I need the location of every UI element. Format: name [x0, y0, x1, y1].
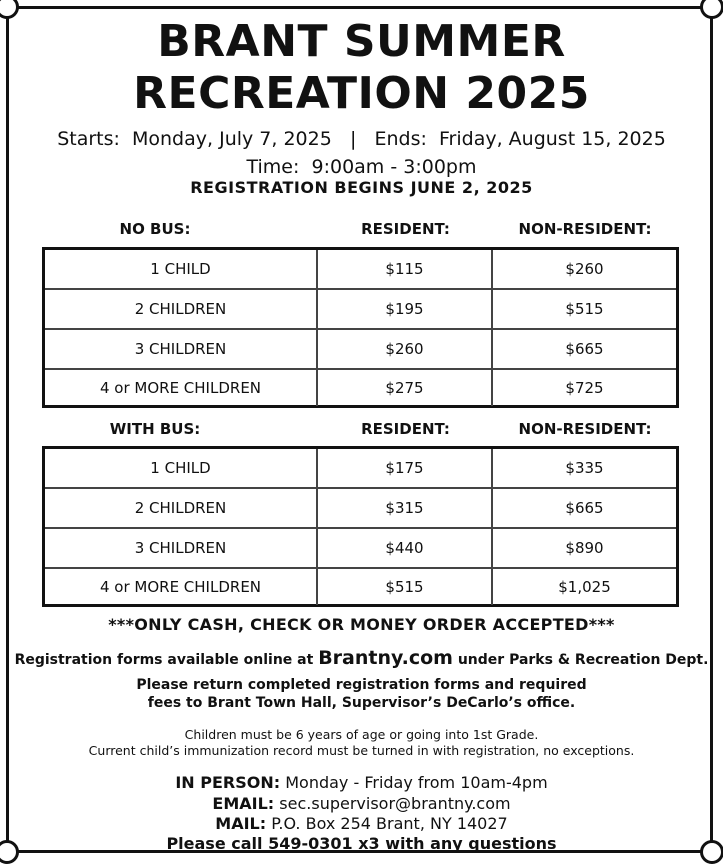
table-row: [45, 449, 676, 489]
in-person-hours: Monday - Friday from 10am-4pm: [285, 773, 548, 792]
with-bus-resident-header: RESIDENT:: [361, 420, 450, 438]
children-count: 4 or MORE CHILDREN: [45, 569, 318, 605]
non-resident-price: $335: [565, 459, 604, 477]
table-row: [45, 569, 676, 605]
non-resident-price: $665: [565, 499, 604, 517]
contact-email: [0, 794, 723, 814]
no-bus-resident-header: RESIDENT:: [361, 220, 450, 238]
contact-mail: [0, 814, 723, 834]
contact-phone: Please call 549-0301 x3 with any questions: [166, 834, 557, 853]
resident-price: $260: [318, 330, 493, 368]
table-row: [45, 290, 676, 330]
non-resident-price: $1,025: [558, 578, 611, 596]
resident-price: $315: [318, 489, 493, 527]
in-person-label: IN PERSON:: [175, 773, 281, 792]
resident-price: $115: [318, 250, 493, 288]
resident-price: $195: [318, 290, 493, 328]
starts-label: Starts:: [57, 128, 120, 150]
corner-ornament: [700, 0, 723, 19]
resident-price: $515: [318, 569, 493, 605]
children-count: 3 CHILDREN: [45, 330, 318, 368]
ends-value: Friday, August 15, 2025: [439, 128, 666, 150]
website-link[interactable]: Brantny.com: [318, 647, 453, 669]
children-count: 4 or MORE CHILDREN: [45, 370, 318, 406]
children-count: 1 CHILD: [45, 250, 318, 288]
time-value: 9:00am - 3:00pm: [311, 156, 477, 178]
title-line-1: BRANT SUMMER: [157, 16, 566, 67]
email-address[interactable]: sec.supervisor@brantny.com: [279, 794, 511, 813]
non-resident-price: $665: [565, 340, 604, 358]
online-forms-note: [0, 646, 723, 672]
contact-in-person: [0, 773, 723, 793]
table-row: [45, 250, 676, 290]
corner-ornament: [0, 0, 19, 19]
table-row: [45, 330, 676, 370]
immunization-requirement: Current child’s immunization record must be turned in with registration, no exceptions.: [88, 743, 635, 758]
no-bus-price-table: [42, 247, 679, 408]
resident-price: $440: [318, 529, 493, 567]
no-bus-header: NO BUS:: [119, 220, 191, 238]
children-count: 2 CHILDREN: [45, 290, 318, 328]
children-count: 1 CHILD: [45, 449, 318, 487]
age-requirement: Children must be 6 years of age or going into 1st Grade.: [184, 727, 539, 742]
with-bus-price-table: [42, 446, 679, 607]
ends-label: Ends:: [374, 128, 427, 150]
table-row: [45, 489, 676, 529]
email-label: EMAIL:: [212, 794, 275, 813]
resident-price: $175: [318, 449, 493, 487]
title-line-2: RECREATION 2025: [133, 68, 590, 119]
program-time: [0, 156, 723, 178]
return-instructions-line-1: Please return completed registration forms and required: [136, 677, 587, 693]
online-prefix: Registration forms available online at: [14, 652, 314, 668]
table-row: [45, 370, 676, 406]
starts-value: Monday, July 7, 2025: [132, 128, 332, 150]
table-row: [45, 529, 676, 569]
online-suffix: under Parks & Recreation Dept.: [457, 652, 709, 668]
children-count: 3 CHILDREN: [45, 529, 318, 567]
time-label: Time:: [246, 156, 300, 178]
children-count: 2 CHILDREN: [45, 489, 318, 527]
registration-begins: REGISTRATION BEGINS JUNE 2, 2025: [190, 178, 533, 197]
non-resident-price: $260: [565, 260, 604, 278]
mail-address: P.O. Box 254 Brant, NY 14027: [271, 814, 508, 833]
non-resident-price: $890: [565, 539, 604, 557]
payment-note: ***ONLY CASH, CHECK OR MONEY ORDER ACCEPTED***: [108, 615, 615, 634]
dates-separator: |: [349, 128, 357, 150]
no-bus-non-resident-header: NON-RESIDENT:: [518, 220, 652, 238]
resident-price: $275: [318, 370, 493, 406]
with-bus-non-resident-header: NON-RESIDENT:: [518, 420, 652, 438]
program-dates: [0, 127, 723, 151]
non-resident-price: $725: [565, 379, 604, 397]
mail-label: MAIL:: [215, 814, 267, 833]
with-bus-header: WITH BUS:: [109, 420, 201, 438]
non-resident-price: $515: [565, 300, 604, 318]
return-instructions-line-2: fees to Brant Town Hall, Supervisor’s DeCarlo’s office.: [147, 695, 576, 711]
